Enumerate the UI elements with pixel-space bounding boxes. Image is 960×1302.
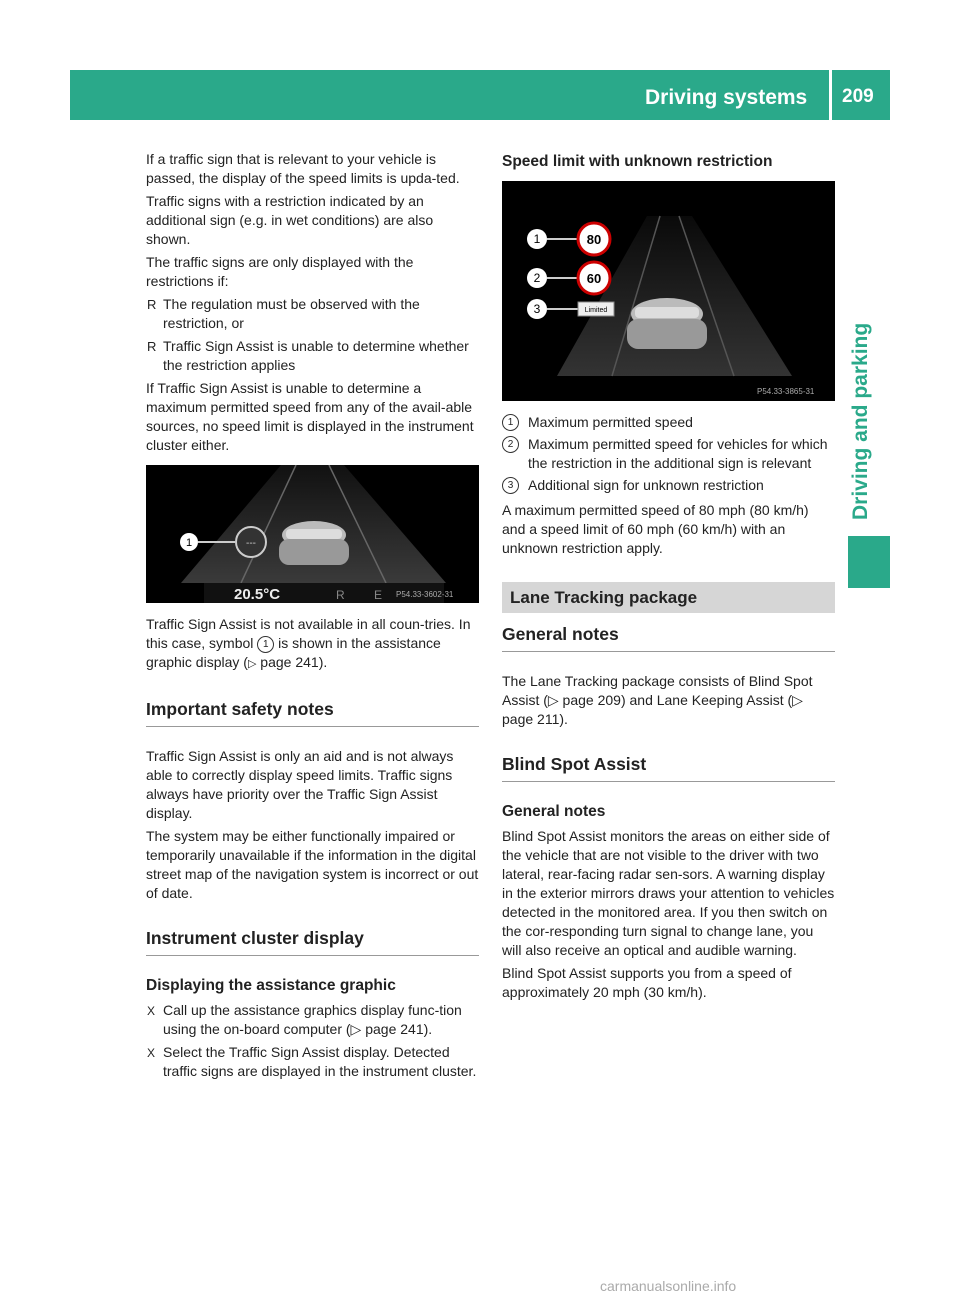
speed-sign-80 [578, 223, 610, 255]
svg-text:2: 2 [533, 271, 541, 285]
section-lane-tracking: Lane Tracking package [502, 582, 835, 613]
left-column [146, 150, 479, 1085]
heading-assistance-graphic: Displaying the assistance graphic [146, 977, 396, 994]
svg-text:60: 60 [586, 271, 602, 286]
svg-text:3: 3 [533, 302, 541, 316]
legend-item [502, 413, 835, 432]
safety-paragraph-2: The system may be either functionally impaired or temporarily unavailable if the information in the digital street map of the navigation system is incorrect or out of date. [146, 828, 479, 901]
figure-unknown-restriction [502, 181, 835, 401]
svg-text:1: 1 [185, 537, 193, 549]
step-text: Select the Traffic Sign Assist display. Detected traffic signs are displayed in the instrument cluster. [163, 1044, 477, 1079]
gear-next-indicator: E [374, 588, 383, 602]
legend-text: Maximum permitted speed [528, 414, 693, 430]
svg-text:Limited: Limited [584, 307, 608, 314]
heading-general-notes: General notes [502, 625, 835, 652]
legend-text: Additional sign for unknown restriction [528, 477, 764, 493]
svg-text:80: 80 [586, 232, 602, 247]
step-arrow-icon: X [147, 1046, 156, 1060]
instruction-step [146, 1001, 479, 1039]
speed-limit-illustration [502, 181, 835, 401]
intro-paragraph-1: If a traffic sign that is relevant to your vehicle is passed, the display of the speed limits is upda-ted. [146, 151, 460, 186]
availability-paragraph: Traffic Sign Assist is not available in all coun-tries. In this case, symbol 1 is shown in the assistance graphic display (▷ page 241). [146, 616, 471, 670]
heading-unknown-restriction: Speed limit with unknown restriction [502, 153, 773, 170]
svg-text:---: --- [246, 538, 256, 549]
svg-text:1: 1 [533, 232, 541, 246]
figure-code: P54.33-3865-31 [757, 387, 815, 396]
callout-2 [527, 268, 547, 288]
intro-paragraph-2: Traffic signs with a restriction indicated by an additional sign (e.g. in wet conditions) are also shown. [146, 193, 434, 247]
heading-blind-spot-assist: Blind Spot Assist [502, 755, 835, 782]
legend-text: Maximum permitted speed for vehicles for which the restriction in the additional sign is relevant [528, 436, 828, 471]
callout-3 [527, 299, 547, 319]
legend-item [502, 476, 835, 495]
step-text: Call up the assistance graphics display func-tion using the on-board computer (▷ page 241). [163, 1002, 462, 1037]
legend-number: 2 [502, 436, 519, 453]
lane-paragraph: The Lane Tracking package consists of Blind Spot Assist (▷ page 209) and Lane Keeping Assist (▷ page 211). [502, 673, 813, 727]
bsa-paragraph-2: Blind Spot Assist supports you from a speed of approximately 20 mph (30 km/h). [502, 965, 792, 1000]
instrument-cluster-illustration [146, 465, 479, 603]
side-tab-label: Driving and parking [849, 322, 872, 520]
safety-paragraph-1: Traffic Sign Assist is only an aid and is not always able to correctly display speed limits. Traffic signs always have priority over the Traffic Sign Assist display. [146, 748, 454, 821]
example-paragraph: A maximum permitted speed of 80 mph (80 km/h) and a speed limit of 60 mph (60 km/h) with an unknown restriction apply. [502, 502, 809, 556]
list-item [146, 295, 479, 333]
intro-paragraph-4: If Traffic Sign Assist is unable to determine a maximum permitted speed from any of the avail-able sources, no speed limit is displayed in the instrument cluster either. [146, 380, 474, 453]
callout-symbol: 1 [257, 636, 274, 653]
instruction-step [146, 1043, 479, 1081]
page-number: 209 [842, 86, 874, 107]
list-item-text: Traffic Sign Assist is unable to determine whether the restriction applies [163, 338, 469, 373]
watermark: carmanualsonline.info [600, 1278, 737, 1294]
bsa-paragraph-1: Blind Spot Assist monitors the areas on either side of the vehicle that are not visible to the driver with two lateral, rear-facing radar sen-sors. A warning display in the exterior mirrors draws your attention to vehicles detected in the monitored area. If you then switch on the cor-responding turn signal to change lane, you will also receive an optical and audible warning. [502, 828, 835, 958]
sign-unavailable-icon [236, 527, 266, 557]
section-title: Driving systems [645, 86, 808, 109]
temperature-readout: 20.5°C [234, 586, 281, 603]
header-separator [829, 70, 832, 120]
car-icon [627, 298, 707, 349]
figure-traffic-sign-unavailable [146, 465, 479, 603]
heading-bsa-general-notes: General notes [502, 803, 606, 820]
list-item-text: The regulation must be observed with the restriction, or [163, 296, 420, 331]
side-tab-marker [848, 536, 890, 588]
figure-code: P54.33-3602-31 [396, 590, 454, 599]
callout-1 [180, 533, 198, 551]
page-ref-icon: ▷ [247, 658, 257, 670]
right-column [502, 150, 835, 1006]
legend-item [502, 435, 835, 473]
step-arrow-icon: X [147, 1004, 156, 1018]
speed-sign-60 [578, 262, 610, 294]
legend-number: 3 [502, 477, 519, 494]
intro-paragraph-3: The traffic signs are only displayed with the restrictions if: [146, 254, 414, 289]
legend-number: 1 [502, 414, 519, 431]
list-item [146, 337, 479, 375]
additional-sign-limited [578, 302, 614, 316]
gear-indicator: R [336, 588, 345, 602]
bullet-icon: R [147, 339, 157, 354]
heading-safety-notes: Important safety notes [146, 700, 479, 727]
car-icon [279, 521, 349, 565]
heading-instrument-cluster: Instrument cluster display [146, 929, 479, 956]
bullet-icon: R [147, 297, 157, 312]
callout-1 [527, 229, 547, 249]
